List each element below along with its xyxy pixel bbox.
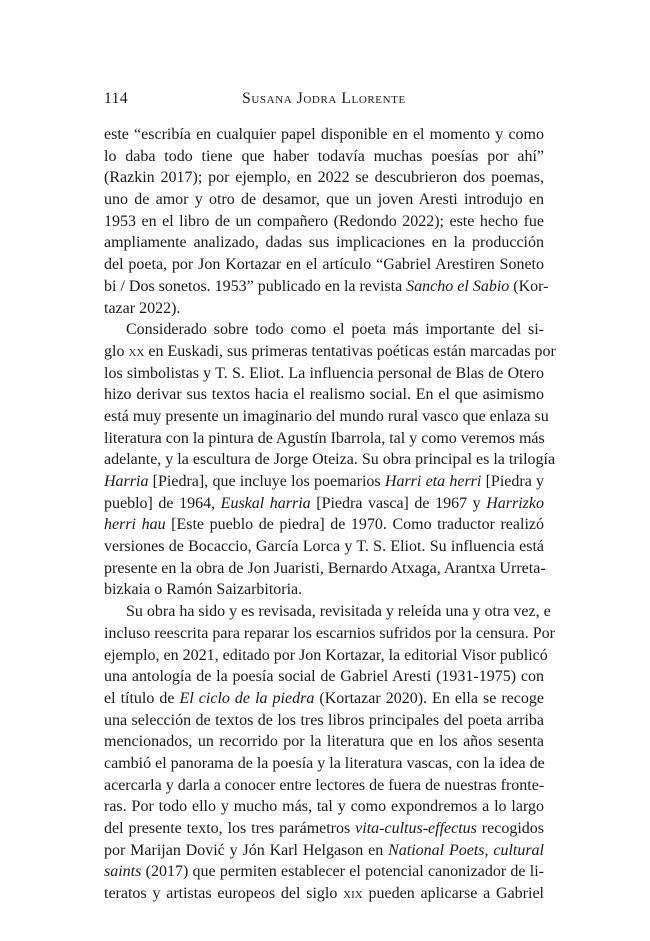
text-line: teratos y artistas europeos del siglo xix pueden aplicarse a Gabriel: [104, 885, 544, 903]
text-line: este “escribía en cualquier papel disponible en el momento y como: [104, 126, 544, 143]
text-line: presente en la obra de Jon Juaristi, Bernardo Atxaga, Arantxa Urreta-: [104, 559, 546, 577]
text-line: pueblo] de 1964, Euskal harria [Piedra vasca] de 1967 y Harrizko: [104, 494, 544, 512]
text-line: tazar 2022).: [104, 299, 181, 317]
text-line: ras. Por todo ello y mucho más, tal y como expondremos a lo largo: [104, 798, 544, 816]
page-number: 114: [104, 90, 129, 107]
text-line: Su obra ha sido y es revisada, revisitada y releída una y otra vez, e: [126, 603, 551, 621]
text-line: los simbolistas y T. S. Eliot. La influencia personal de Blas de Otero: [104, 364, 544, 382]
text-line: ejemplo, en 2021, editado por Jon Kortazar, la editorial Visor publicó: [104, 646, 548, 664]
text-line: Harria [Piedra], que incluye los poemarios Harri eta herri [Piedra y: [104, 473, 545, 490]
text-line: el título de El ciclo de la piedra (Kortazar 2020). En ella se recoge: [104, 689, 544, 707]
text-line: Considerado sobre todo como el poeta más importante del si-: [126, 321, 544, 339]
text-line: lo daba todo tiene que haber todavía muchas poesías por ahí”: [104, 147, 544, 165]
text-line: acercarla y darla a conocer entre lectores de fuera de nuestras fronte-: [104, 776, 545, 794]
running-title: Susana Jodra Llorente: [242, 90, 406, 107]
text-line: mencionados, un recorrido por la literatura que en los años sesenta: [104, 733, 544, 751]
text-line: está muy presente un imaginario del mundo rural vasco que enlaza su: [104, 407, 549, 425]
text-line: por Marijan Dović y Jón Karl Helgason en National Poets, cultural: [104, 841, 544, 859]
text-line: saints (2017) que permiten establecer el potencial canonizador de li-: [104, 863, 544, 881]
text-line: hizo derivar sus textos hacia el realismo social. En el que asimismo: [104, 386, 544, 404]
text-line: uno de amor y otro de desamor, que un joven Aresti introdujo en: [104, 191, 544, 209]
text-line: una antología de la poesía social de Gabriel Aresti (1931-1975) con: [104, 668, 544, 686]
text-line: del poeta, por Jon Kortazar en el artículo “Gabriel Arestiren Soneto: [104, 256, 544, 274]
text-line: 1953 en el libro de un compañero (Redondo 2022); este hecho fue: [104, 212, 544, 230]
text-line: cambió el panorama de la poesía y la literatura vascas, con la idea de: [104, 754, 545, 772]
text-line: glo xx en Euskadi, sus primeras tentativas poéticas están marcadas por: [104, 342, 556, 360]
page-header: [104, 90, 544, 112]
body-text: [104, 124, 556, 905]
text-line: ampliamente analizado, dadas sus implicaciones en la producción: [104, 234, 544, 252]
text-line: literatura con la pintura de Agustín Ibarrola, tal y como veremos más: [104, 429, 545, 447]
text-line: bizkaia o Ramón Saizarbitoria.: [104, 581, 303, 599]
text-line: bi / Dos sonetos. 1953” publicado en la revista Sancho el Sabio (Kor-: [104, 277, 549, 295]
text-line: una selección de textos de los tres libros principales del poeta arriba: [104, 711, 544, 729]
text-line: versiones de Bocaccio, García Lorca y T. S. Eliot. Su influencia está: [104, 538, 544, 556]
text-line: incluso reescrita para reparar los escarnios sufridos por la censura. Por: [104, 624, 555, 642]
text-line: del presente texto, los tres parámetros vita-cultus-effectus recogidos: [104, 820, 545, 837]
text-line: adelante, y la escultura de Jorge Oteiza. Su obra principal es la trilogía: [104, 451, 556, 469]
text-line: herri hau [Este pueblo de piedra] de 1970. Como traductor realizó: [104, 516, 545, 534]
text-line: (Razkin 2017); por ejemplo, en 2022 se descubrieron dos poemas,: [104, 169, 544, 187]
